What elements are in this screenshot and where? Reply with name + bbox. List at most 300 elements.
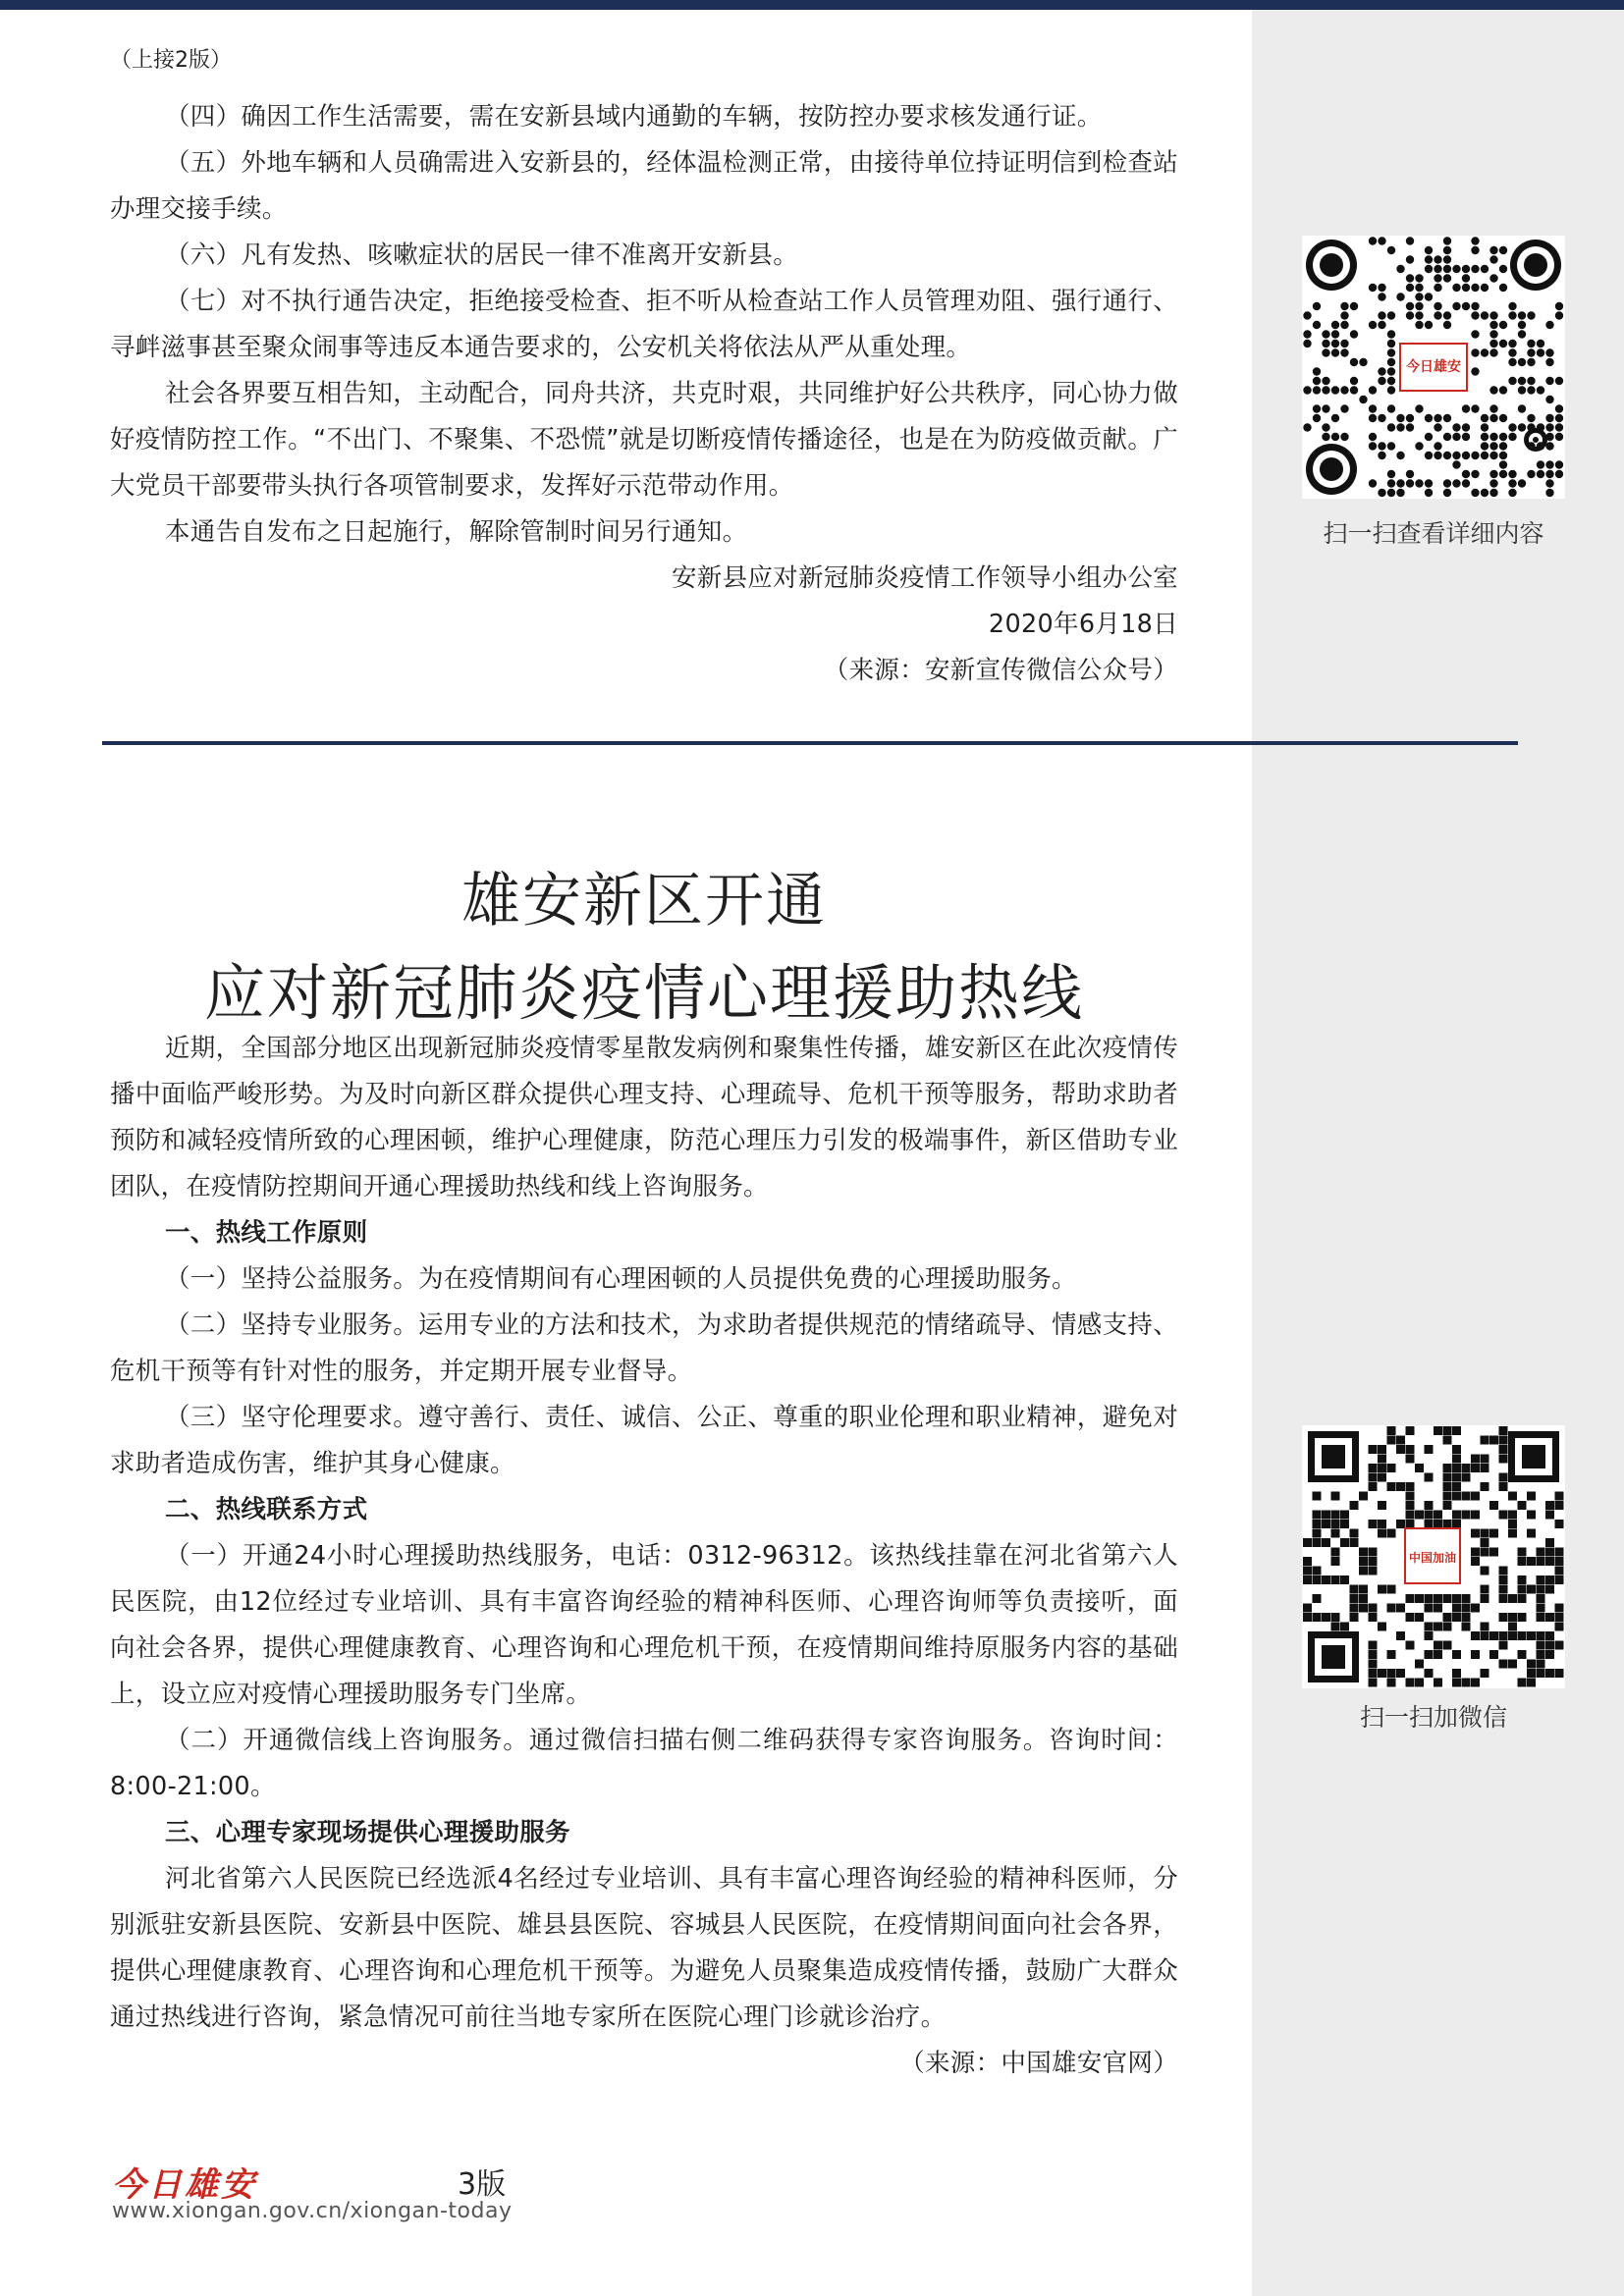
qr-module: [1396, 1604, 1405, 1613]
qr-module: [1499, 1567, 1508, 1575]
qr-module: [1331, 1520, 1340, 1528]
qr-module: [1303, 330, 1311, 338]
qr-module: [1387, 1436, 1396, 1445]
qr-module: [1518, 1548, 1527, 1557]
qr-module: [1350, 1501, 1359, 1510]
qr-module: [1369, 1660, 1378, 1669]
qr-module: [1406, 1501, 1415, 1510]
qr-module: [1555, 377, 1563, 385]
qr-module: [1499, 1455, 1508, 1464]
qr-module: [1452, 265, 1460, 273]
qr-module: [1387, 1679, 1396, 1687]
qr-module: [1489, 414, 1497, 422]
qr-module: [1369, 479, 1377, 487]
notice-date: 2020年6月18日: [988, 610, 1178, 639]
qr-module: [1387, 1669, 1396, 1678]
qr-module: [1481, 1631, 1489, 1640]
qr-module: [1322, 1575, 1330, 1584]
qr-module: [1369, 1679, 1378, 1687]
qr-module: [1555, 423, 1563, 431]
qr-module: [1331, 1511, 1340, 1520]
qr-module: [1527, 348, 1535, 356]
qr-module: [1331, 386, 1339, 394]
qr-module: [1340, 1511, 1349, 1520]
qr-module: [1489, 255, 1497, 263]
qr-module: [1489, 274, 1497, 282]
qr-module: [1406, 1641, 1415, 1650]
qr-module: [1359, 358, 1367, 366]
qr-module: [1369, 1464, 1378, 1472]
qr-module: [1406, 237, 1414, 244]
qr-module: [1369, 237, 1377, 244]
qr-module: [1462, 1511, 1471, 1520]
qr-module: [1545, 377, 1553, 385]
qr-module: [1369, 1473, 1378, 1482]
qr-module: [1545, 1557, 1554, 1566]
qr-module: [1527, 340, 1535, 347]
brand-logo: 今日雄安: [112, 2165, 257, 2205]
qr-module: [1471, 1464, 1480, 1472]
qr-module: [1527, 423, 1535, 431]
qr-module: [1499, 265, 1507, 273]
qr-module: [1452, 1426, 1461, 1435]
qr-module: [1303, 386, 1311, 394]
qr-module: [1489, 348, 1497, 356]
qr-module: [1313, 1575, 1322, 1584]
qr-module: [1518, 311, 1526, 319]
qr-module: [1378, 1473, 1386, 1482]
qr-module: [1378, 1529, 1386, 1538]
qr-module: [1322, 433, 1329, 441]
qr-module: [1481, 1567, 1489, 1575]
qr-module: [1537, 340, 1544, 347]
qr-module: [1481, 311, 1489, 319]
qr-module: [1369, 1548, 1378, 1557]
qr-module: [1545, 348, 1553, 356]
qr-module: [1527, 442, 1535, 450]
qr-module: [1499, 1594, 1508, 1603]
qr-module: [1462, 479, 1470, 487]
qr-module: [1499, 1575, 1508, 1584]
qr-module: [1378, 367, 1385, 375]
qr-module: [1331, 1548, 1340, 1557]
qr-module: [1303, 1613, 1312, 1622]
qr-module: [1555, 460, 1563, 468]
qr-module: [1359, 396, 1367, 403]
qr-module: [1508, 1594, 1517, 1603]
qr-module: [1340, 1520, 1349, 1528]
qr-module: [1471, 311, 1479, 319]
qr-module: [1499, 1426, 1508, 1435]
qr-module: [1508, 1631, 1517, 1640]
qr-module: [1489, 1529, 1498, 1538]
qr-module: [1537, 1660, 1545, 1669]
qr-module: [1499, 1585, 1508, 1594]
qr-module: [1396, 423, 1404, 431]
brand-logo-small: 今日雄安: [1399, 343, 1468, 392]
qr-module: [1537, 348, 1544, 356]
qr-module: [1434, 1604, 1442, 1613]
qr-module: [1387, 1604, 1396, 1613]
qr-module: [1518, 404, 1526, 412]
qr-module: [1555, 1548, 1564, 1557]
qr-module: [1471, 1492, 1480, 1501]
qr-module: [1452, 1482, 1461, 1491]
qr-module: [1545, 1548, 1554, 1557]
qr-module: [1508, 489, 1516, 497]
qr-module: [1499, 442, 1507, 450]
qr-module: [1508, 433, 1516, 441]
qr-module: [1518, 1631, 1527, 1640]
qr-module: [1415, 293, 1423, 300]
qr-module: [1481, 414, 1489, 422]
qr-module: [1378, 377, 1385, 385]
qr-module: [1489, 1631, 1498, 1640]
qr-module: [1555, 1520, 1564, 1528]
qr-module: [1303, 1538, 1312, 1547]
qr-module: [1471, 489, 1479, 497]
qr-module: [1481, 423, 1489, 431]
qr-module: [1452, 1650, 1461, 1659]
qr-module: [1406, 470, 1414, 478]
qr-module: [1527, 1631, 1536, 1640]
qr-module: [1452, 1594, 1461, 1603]
qr-module: [1425, 1604, 1434, 1613]
qr-module: [1508, 1529, 1517, 1538]
qr-module: [1481, 1538, 1489, 1547]
qr-module: [1545, 460, 1553, 468]
qr-module: [1452, 423, 1460, 431]
top-rule: [0, 0, 1624, 10]
qr-module: [1378, 1520, 1386, 1528]
qr-module: [1545, 396, 1553, 403]
qr-module: [1396, 293, 1404, 300]
qr-module: [1331, 330, 1339, 338]
qr-module: [1369, 1604, 1378, 1613]
qr-module: [1406, 274, 1414, 282]
qr-module: [1527, 311, 1535, 319]
qr-module: [1499, 1511, 1508, 1520]
qr-module: [1481, 1594, 1489, 1603]
qr-module: [1471, 302, 1479, 310]
qr-module: [1406, 1455, 1415, 1464]
qr-module: [1555, 1641, 1564, 1650]
qr-module: [1527, 358, 1535, 366]
qr-module: [1415, 302, 1423, 310]
qr-module: [1378, 442, 1385, 450]
qr-module: [1322, 1520, 1330, 1528]
qr-module: [1406, 284, 1414, 292]
qr-module: [1537, 1548, 1545, 1557]
qr-module: [1452, 479, 1460, 487]
qr-module: [1434, 302, 1441, 310]
qr-module: [1462, 1464, 1471, 1472]
qr-module: [1378, 489, 1385, 497]
qr-module: [1537, 423, 1544, 431]
qr-module: [1537, 1575, 1545, 1584]
qr-module: [1481, 1482, 1489, 1491]
article-title-line2: 应对新冠肺炎疫情心理援助热线: [203, 956, 1084, 1029]
qr-module: [1387, 348, 1395, 356]
qr-module: [1555, 1604, 1564, 1613]
qr-module: [1369, 1520, 1378, 1528]
qr-module: [1555, 1623, 1564, 1631]
qr-module: [1415, 274, 1423, 282]
qr-module: [1369, 1567, 1378, 1575]
qr-module: [1443, 1464, 1452, 1472]
notice-signature: 安新县应对新冠肺炎疫情工作领导小组办公室: [671, 563, 1178, 593]
qr-module: [1425, 452, 1433, 459]
qr-module: [1499, 1473, 1508, 1482]
qr-module: [1518, 1679, 1527, 1687]
qr-module: [1518, 423, 1526, 431]
qr-module: [1555, 1492, 1564, 1501]
qr-module: [1425, 255, 1433, 263]
qr-module: [1350, 377, 1358, 385]
qr-module: [1555, 414, 1563, 422]
qr-module: [1369, 1650, 1378, 1659]
qr-module: [1462, 452, 1470, 459]
qr-module: [1489, 340, 1497, 347]
qr-module: [1425, 433, 1433, 441]
qr-module: [1425, 1623, 1434, 1631]
qr-module: [1378, 1445, 1386, 1454]
qr-module: [1387, 489, 1395, 497]
qr-module: [1481, 265, 1489, 273]
paragraph: （四）确因工作生活需要，需在安新县域内通勤的车辆，按防控办要求核发通行证。: [165, 102, 1103, 132]
qr-module: [1499, 246, 1507, 254]
qr-code-details[interactable]: [1302, 236, 1565, 499]
qr-module: [1545, 1641, 1554, 1650]
qr-module: [1537, 1585, 1545, 1594]
qr-module: [1340, 311, 1348, 319]
qr-module: [1331, 340, 1339, 347]
qr-module: [1387, 1650, 1396, 1659]
qr-module: [1406, 1511, 1415, 1520]
qr-module: [1452, 1669, 1461, 1678]
qr-module: [1489, 311, 1497, 319]
qr-module: [1555, 311, 1563, 319]
qr-module: [1489, 1501, 1498, 1510]
qr-code-wechat[interactable]: [1302, 1425, 1565, 1688]
qr-module: [1340, 404, 1348, 412]
qr-module: [1425, 479, 1433, 487]
qr-module: [1499, 1436, 1508, 1445]
qr-module: [1359, 1567, 1368, 1575]
qr-module: [1378, 1464, 1386, 1472]
qr-module: [1396, 479, 1404, 487]
qr-module: [1387, 442, 1395, 450]
qr-module: [1462, 265, 1470, 273]
qr-module: [1359, 1585, 1368, 1594]
qr-module: [1471, 348, 1479, 356]
qr-module: [1350, 1604, 1359, 1613]
intro-paragraph: 近期，全国部分地区出现新冠肺炎疫情零星散发病例和聚集性传播，雄安新区在此次疫情传播中面临严峻形势。为及时向新区群众提供心理支持、心理疏导、危机干预等服务，帮助求助者预防和减轻疫情所致的心理困顿，维护心理健康，防范心理压力引发的极端事件，新区借助专业团队，在疫情防控期间开通心理援助热线和线上咨询服务。: [110, 1034, 1179, 1201]
paragraph: （六）凡有发热、咳嗽症状的居民一律不准离开安新县。: [165, 240, 799, 270]
qr-module: [1387, 470, 1395, 478]
paragraph: （七）对不执行通告决定，拒绝接受检查、拒不听从检查站工作人员管理劝阻、强行通行、寻衅滋事甚至聚众闹事等违反本通告要求的，公安机关将依法从严从重处理。: [110, 287, 1179, 362]
qr-module: [1481, 1455, 1489, 1464]
qr-module: [1481, 433, 1489, 441]
qr-module: [1443, 489, 1451, 497]
qr-module: [1350, 302, 1358, 310]
qr-module: [1499, 1482, 1508, 1491]
qr-module: [1313, 367, 1321, 375]
qr-module: [1322, 340, 1329, 347]
qr-module: [1322, 404, 1329, 412]
qr-module: [1489, 442, 1497, 450]
qr-module: [1443, 1613, 1452, 1622]
qr-module: [1555, 1557, 1564, 1566]
qr-module: [1489, 404, 1497, 412]
qr-module: [1378, 1585, 1386, 1594]
qr-module: [1425, 265, 1433, 273]
qr-module: [1378, 293, 1385, 300]
qr-module: [1396, 414, 1404, 422]
qr-module: [1369, 1557, 1378, 1566]
qr-module: [1462, 1594, 1471, 1603]
qr-module: [1425, 1501, 1434, 1510]
qr-module: [1369, 442, 1377, 450]
qr-module: [1443, 237, 1451, 244]
qr-module: [1434, 452, 1441, 459]
qr-module: [1499, 433, 1507, 441]
qr-module: [1481, 1529, 1489, 1538]
qr-module: [1396, 452, 1404, 459]
qr-module: [1452, 1613, 1461, 1622]
article-hotline: [110, 1026, 1178, 2087]
qr-module: [1340, 433, 1348, 441]
qr-module: [1545, 442, 1553, 450]
qr-module: [1415, 404, 1423, 412]
qr-module: [1443, 1426, 1452, 1435]
qr-module: [1499, 321, 1507, 329]
qr-module: [1471, 237, 1479, 244]
qr-module: [1331, 1613, 1340, 1622]
qr-module: [1434, 265, 1441, 273]
qr-module: [1350, 330, 1358, 338]
qr-module: [1313, 321, 1321, 329]
article-notice: [110, 94, 1178, 694]
qr-module: [1443, 246, 1451, 254]
qr-module: [1471, 284, 1479, 292]
qr-module: [1481, 1669, 1489, 1678]
qr-module: [1322, 330, 1329, 338]
qr-module: [1489, 452, 1497, 459]
qr-module: [1378, 1623, 1386, 1631]
qr-module: [1378, 1501, 1386, 1510]
qr-module: [1313, 1520, 1322, 1528]
qr-module: [1443, 1501, 1452, 1510]
qr-module: [1545, 321, 1553, 329]
qr-module: [1331, 1575, 1340, 1584]
qr-module: [1555, 1567, 1564, 1575]
article-source: （来源：中国雄安官网）: [899, 2049, 1178, 2078]
qr-module: [1537, 1604, 1545, 1613]
qr-module: [1378, 414, 1385, 422]
qr-module: [1303, 1557, 1312, 1566]
qr-module: [1387, 367, 1395, 375]
qr-module: [1462, 1613, 1471, 1622]
qr1-caption: 扫一扫查看详细内容: [1323, 519, 1544, 548]
qr-module: [1537, 1641, 1545, 1650]
qr-module: [1340, 1623, 1349, 1631]
qr-module: [1527, 1660, 1536, 1669]
qr-module: [1537, 442, 1544, 450]
page-number: 3版: [458, 2167, 507, 2202]
paragraph: （二）坚持专业服务。运用专业的方法和技术，为求助者提供规范的情绪疏导、情感支持、危机干预等有针对性的服务，并定期开展专业督导。: [110, 1310, 1179, 1386]
qr-module: [1313, 377, 1321, 385]
qr-module: [1340, 386, 1348, 394]
qr-module: [1387, 1585, 1396, 1594]
qr-module: [1462, 1623, 1471, 1631]
qr-module: [1313, 1511, 1322, 1520]
qr-module: [1322, 386, 1329, 394]
qr2-caption: 扫一扫加微信: [1359, 1703, 1507, 1732]
qr-module: [1518, 1613, 1527, 1622]
qr-module: [1387, 1529, 1396, 1538]
qr-module: [1452, 302, 1460, 310]
qr-module: [1508, 423, 1516, 431]
qr-module: [1313, 414, 1321, 422]
qr-module: [1331, 348, 1339, 356]
qr-module: [1322, 1511, 1330, 1520]
qr-module: [1555, 433, 1563, 441]
qr-module: [1434, 1679, 1442, 1687]
qr-module: [1340, 1538, 1349, 1547]
qr-module: [1425, 1594, 1434, 1603]
qr-module: [1369, 1613, 1378, 1622]
qr-module: [1452, 433, 1460, 441]
qr-module: [1303, 1567, 1312, 1575]
qr-module: [1396, 1669, 1405, 1678]
qr-module: [1387, 479, 1395, 487]
qr-module: [1369, 1445, 1378, 1454]
qr-module: [1481, 489, 1489, 497]
qr-module: [1499, 340, 1507, 347]
qr-module: [1313, 1529, 1322, 1538]
qr-module: [1452, 1492, 1461, 1501]
paragraph: 河北省第六人民医院已经选派4名经过专业培训、具有丰富心理咨询经验的精神科医师，分别派驻安新县医院、安新县中医院、雄县县医院、容城县人民医院，在疫情期间面向社会各界，提供心理健康教育、心理咨询和心理危机干预等。为避免人员聚集造成疫情传播，鼓励广大群众通过热线进行咨询，紧急情况可前往当地专家所在医院心理门诊就诊治疗。: [110, 1864, 1178, 2032]
qr-module: [1537, 1594, 1545, 1603]
qr-module: [1452, 1473, 1461, 1482]
qr-module: [1387, 1426, 1396, 1435]
qr-module: [1527, 1511, 1536, 1520]
qr-module: [1527, 1529, 1536, 1538]
qr-module: [1443, 321, 1451, 329]
qr-module: [1387, 358, 1395, 366]
qr-module: [1313, 386, 1321, 394]
qr-module: [1555, 1501, 1564, 1510]
qr-module: [1508, 479, 1516, 487]
qr-module: [1545, 1669, 1554, 1678]
qr-module: [1415, 1511, 1424, 1520]
qr-module: [1406, 479, 1414, 487]
qr-module: [1499, 1445, 1508, 1454]
qr-module: [1434, 255, 1441, 263]
qr-module: [1527, 1557, 1536, 1566]
qr-module: [1425, 1473, 1434, 1482]
qr-module: [1545, 479, 1553, 487]
qr-module: [1471, 1679, 1480, 1687]
qr-module: [1537, 460, 1544, 468]
qr-module: [1313, 1538, 1322, 1547]
qr-module: [1443, 479, 1451, 487]
qr-module: [1369, 1641, 1378, 1650]
qr-module: [1434, 1511, 1442, 1520]
qr-module: [1396, 1631, 1405, 1640]
qr-module: [1369, 1482, 1378, 1491]
